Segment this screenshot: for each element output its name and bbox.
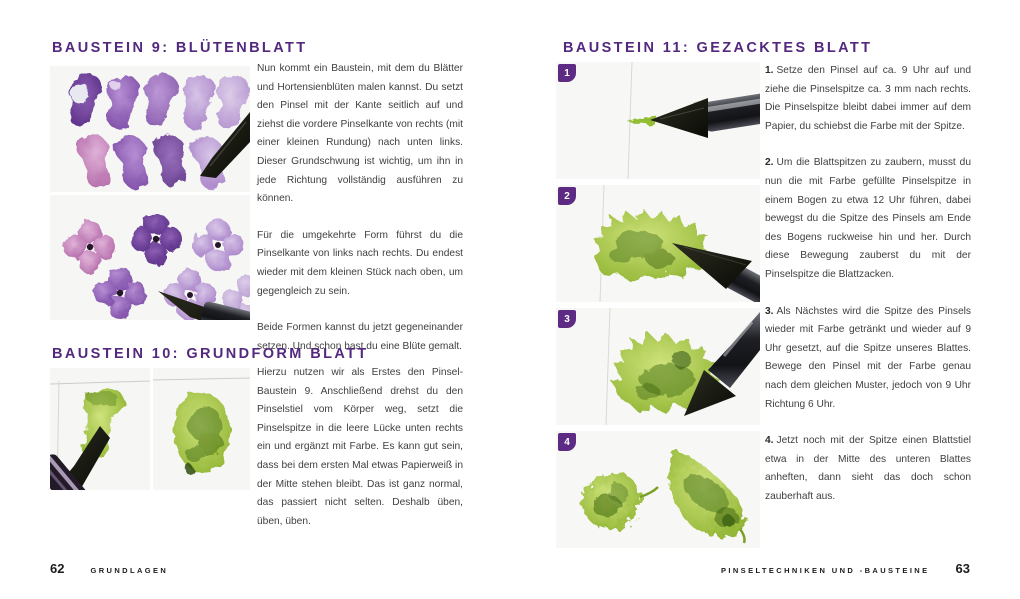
step-item xyxy=(765,432,971,506)
section-label: PINSELTECHNIKEN UND -BAUSTEINE xyxy=(720,566,930,575)
paragraph: Hierzu nutzen wir als Erstes den Pinsel-Baustein 9. Anschließend drehst du den Pinselstiel vom Körper weg, setzt die Pinselspitze in die leere Lücke unten rechts ein und ergänzt mit Farbe. Es kann gut sein, dass bei dem ersten Mal etwas Papierweiß in der Mitte stehen bleibt. Das ist ganz normal, das passiert nicht selten. Deshalb üben, üben, üben. xyxy=(257,367,463,527)
photo-step-3 xyxy=(556,308,760,425)
step-badge: 2 xyxy=(558,187,576,205)
photo-step-1 xyxy=(556,62,760,179)
footer-left xyxy=(50,561,168,576)
step-badge: 3 xyxy=(558,310,576,328)
baustein11-steps xyxy=(765,62,971,524)
photo-petal-strokes xyxy=(50,66,250,192)
photo-basic-leaf xyxy=(153,368,250,490)
step-badge: 4 xyxy=(558,433,576,451)
step-badge: 1 xyxy=(558,64,576,82)
step-text: Als Nächstes wird die Spitze des Pinsels wieder mit Farbe getränkt und wieder auf 9 Uhr gesetzt, auf die Spitze unseres Blattes. Bewege den Pinsel mit der Farbe genau nach dem gleichen Muster, jedoch von 9 Uhr Richtung 6 Uhr. xyxy=(765,305,971,410)
step-text: Setze den Pinsel auf ca. 9 Uhr auf und ziehe die Pinselspitze ca. 3 mm nach rechts. Die Pinselspitze bleibt dabei immer auf dem Papier, du schiebst die Farbe mit der Spitze. xyxy=(765,65,971,132)
photo-step-2 xyxy=(556,185,760,302)
photo-step-4 xyxy=(556,431,760,548)
section-title-baustein-10: BAUSTEIN 10: GRUNDFORM BLATT xyxy=(52,346,369,362)
step-number: 4. xyxy=(765,435,774,447)
step-number: 3. xyxy=(765,305,774,317)
baustein10-text xyxy=(257,364,463,549)
paragraph: Für die umgekehrte Form führst du die Pinselkante von links nach rechts. Du endest wieder mit dem kleinen Stück nach oben, um gegengleich zu sein. xyxy=(257,229,463,297)
page-number: 62 xyxy=(50,561,65,576)
step-number: 1. xyxy=(765,65,774,76)
footer-right xyxy=(721,561,970,576)
section-title-baustein-11: BAUSTEIN 11: GEZACKTES BLATT xyxy=(563,40,873,56)
step-item xyxy=(765,154,971,284)
section-title-baustein-9: BAUSTEIN 9: BLÜTENBLATT xyxy=(52,40,308,56)
section-label: GRUNDLAGEN xyxy=(90,566,169,575)
step-item xyxy=(765,62,971,136)
photo-green-stroke xyxy=(50,368,150,490)
paragraph: Nun kommt ein Baustein, mit dem du Blätter und Hortensienblüten malen kannst. Du setzt den Pinsel mit der Kante seitlich auf und ziehst die vordere Pinselkante von rechts (mit einer kleinen Rundung) nach unten links. Dieser Grundschwung ist wichtig, um ihn in jede Richtung vollständig ausführen zu können. xyxy=(257,63,463,205)
step-text: Jetzt noch mit der Spitze einen Blattstiel etwa in der Mitte des unteren Blattes anheften, dann sieht das doch schon zauberhaft aus. xyxy=(765,435,971,502)
step-number: 2. xyxy=(765,157,774,169)
page-number: 63 xyxy=(955,561,970,576)
paragraph: Beide Formen kannst du jetzt gegeneinander setzen. Und schon hast du eine Blüte gemalt. xyxy=(257,322,463,352)
step-item xyxy=(765,303,971,415)
step-text: Um die Blattspitzen zu zaubern, musst du nun die mit Farbe gefüllte Pinselspitze in einem Bogen zu etwa 12 Uhr führen, dabei bewegst du die Spitze des Pinsels am Ende des Bogens ruckweise hin und her. Durch diese Bewegung zauberst du mit der Pinselspitze die Blattzacken. xyxy=(765,157,971,280)
photo-hydrangea-blossoms xyxy=(50,195,250,320)
baustein9-text xyxy=(257,60,463,374)
